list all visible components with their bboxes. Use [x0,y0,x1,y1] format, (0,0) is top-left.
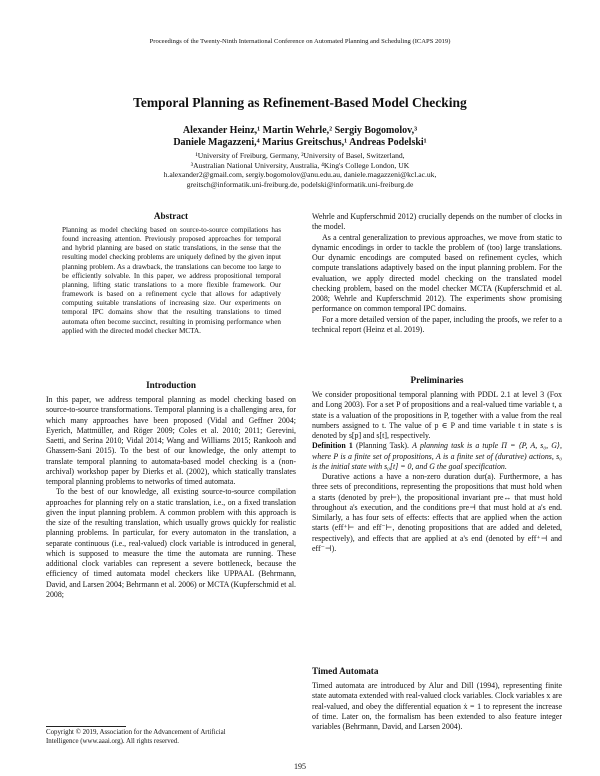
email-line-2: greitsch@informatik.uni-freiburg.de, podelski@informatik.uni-freiburg.de [186,179,414,189]
preliminaries-heading: Preliminaries [410,375,464,385]
authors-line-1: Alexander Heinz,¹ Martin Wehrle,² Sergiy Bogomolov,³ [182,125,418,136]
timed-automata-body [312,681,562,732]
timed-automata-paragraph: Timed automata are introduced by Alur and Dill (1994), representing finite state automata extended with real-valued clock variables. Clock variables x are real-valued, and obey the differential equation ẋ = 1 to represent the increase of time. Later on, the formalism has been extended to also feature integer variables (Behrmann, David, and Larsen 2004). [312,681,562,731]
intro-paragraph-1: In this paper, we address temporal planning as model checking based on source-to-source transformations. Temporal planning is a challenging area, for which many approaches have been proposed (Vidal and Geffner 2004; Eyerich, Mattmüller, and Röger 2009; Coles et al. 2010; 2011; Gerevini, Saetti, and Serina 2010; Vidal 2014; Wang and Williams 2015; Rankooh and Ghassem-Sani 2015). To the best of our knowledge, the only attempt to translate temporal planning to automata-based model checking is a (non-archival) workshop paper by Dierks et al. (2002), which statically translates temporal planning problems to networks of timed automata. [46,395,296,486]
authors-line-2: Daniele Magazzeni,⁴ Marius Greitschus,¹ Andreas Podelski¹ [173,137,427,148]
right-column-intro-body [312,212,562,335]
copyright-line-1: Copyright © 2019, Association for the Advancement of Artificial [46,729,226,736]
technical-report-paragraph: For a more detailed version of the paper, including the proofs, we refer to a technical report (Heinz et al. 2019). [312,314,562,334]
copyright-line-2: Intelligence (www.aaai.org). All rights reserved. [46,738,179,745]
definition-label: Definition 1 [312,441,353,451]
intro-continued-paragraph: Wehrle and Kupferschmid 2012) crucially depends on the number of clocks in the model. [312,212,562,232]
definition-1 [312,441,562,472]
paper-title: Temporal Planning as Refinement-Based Model Checking [133,95,467,110]
running-head: Proceedings of the Twenty-Ninth International Conference on Automated Planning and Scheduling (ICAPS 2019) [149,38,451,45]
affiliation-line-1: ¹University of Freiburg, Germany, ²University of Basel, Switzerland, [195,151,405,160]
copyright-notice [46,728,296,746]
introduction-body [46,395,296,600]
page-number: 195 [294,762,306,771]
contribution-paragraph: As a central generalization to previous approaches, we move from static to dynamic encodings in order to tackle the problem of (too) large translations. Our dynamic encodings are computed based on refinement cycles, which compute translations adaptively based on the input planning problem. For the evaluation, we apply directed model checking on the translated model checking problem, based on the model checker MCTA (Kupferschmid et al. 2008; Wehrle and Kupferschmid 2012). The experiments show promising performance on common temporal IPC domains. [312,232,562,314]
definition-text: A planning task is a tuple Π = ⟨P, A, s₀, G⟩, where P is a finite set of propositions, A is a finite set of (durative) actions, s₀ is the initial state with s₀[t] = 0, and G the goal specification. [312,441,562,471]
author-list [0,125,600,149]
definition-name: (Planning Task). [355,441,410,451]
affiliations [0,151,600,189]
preliminaries-paragraph-2: Durative actions a have a non-zero duration dur(a). Furthermore, a has three sets of preconditions, representing the propositions that must hold when a starts (denoted by pre⊢), the propositional invariant pre↔ that must hold throughout a's execution, and the conditions pre⊣ that must hold at a's end. Similarly, a has four sets of effects: effects that are applied when the action starts (eff⁺⊢ and eff⁻⊢, denoting propositions that are added and deleted, respectively), and effects that are applied at a's end (denoted by eff⁺⊣ and eff⁻⊣). [312,472,562,553]
affiliation-line-2: ³Australian National University, Australia, ⁴King's College London, UK [190,160,410,170]
preliminaries-body [312,390,562,554]
preliminaries-paragraph-1: We consider propositional temporal planning with PDDL 2.1 at level 3 (Fox and Long 2003). For a set P of propositions and a real-valued time variable t, a state is a valuation of the propositions in P, together with a value from the real numbers assigned to t. The value of p ∈ P and time variable t in state s is denoted by s[p] and s[t], respectively. [312,390,562,440]
email-line-1: h.alexander2@gmail.com, sergiy.bogomolov@anu.edu.au, daniele.magazzeni@kcl.ac.uk, [163,170,437,180]
abstract-body: Planning as model checking based on source-to-source compilations has found increasing attention. Previously proposed approaches for temporal and hybrid planning are based on static translations, in the sense that the resulting model checking problems are uniquely defined by the given input planning problem. As a drawback, the translations can become too large to be efficiently solvable. In this paper, we address propositional temporal planning, lifting static translations to a more flexible framework. Our framework is based on a refinement cycle that allows for adaptively computing suitable translations of increasing size. Our experiments on temporal IPC domains show that the resulting translations to timed automata often become succinct, resulting in promising performance when applied with the directed model checker MCTA. [62,226,281,335]
footnote-rule [46,726,126,727]
timed-automata-heading: Timed Automata [312,666,379,676]
abstract-heading: Abstract [153,211,189,221]
introduction-heading: Introduction [146,380,196,390]
intro-paragraph-2: To the best of our knowledge, all existing source-to-source compilation approaches for planning rely on a static translation, i.e., on a fixed translation given the input planning problem. A common problem with this approach is the size of the resulting translation, which usually grows quickly for realistic planning problems. In particular, for every automaton in the translation, a separate continuous (i.e., real-valued) clock variable is introduced in general, which is supposed to measure the time the automata are running. These additional clock variables can represent a severe bottleneck, because the efficiency of timed automata model checkers like UPPAAL (Behrmann, David, and Larsen 2004; Behrmann et al. 2006) or MCTA (Kupferschmid et al. 2008; [46,487,296,599]
